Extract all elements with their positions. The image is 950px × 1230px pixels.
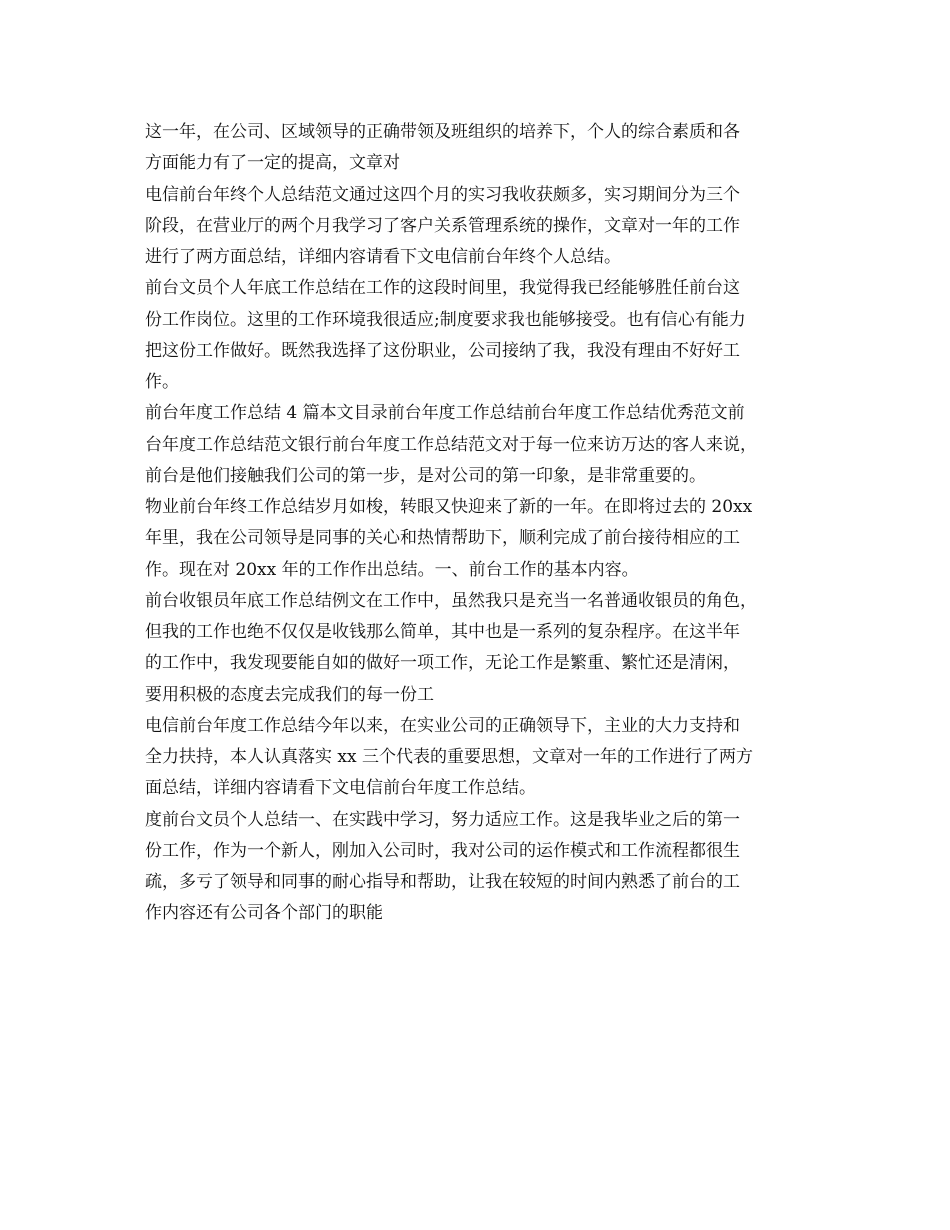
text-line: 台年度工作总结范文银行前台年度工作总结范文对于每一位来访万达的客人来说，: [145, 434, 757, 455]
text-line: 全力扶持，本人认真落实 xx 三个代表的重要思想，文章对一年的工作进行了两方: [145, 747, 753, 767]
paragraph-5: [145, 492, 810, 586]
text-line: 方面能力有了一定的提高，文章对: [145, 153, 400, 174]
text-line: 的工作中，我发现要能自如的做好一项工作，无论工作是繁重、繁忙还是清闲，: [145, 653, 740, 674]
paragraph-2: [145, 180, 810, 274]
paragraph-8: [145, 805, 810, 930]
text-line: 进行了两方面总结，详细内容请看下文电信前台年终个人总结。: [145, 247, 621, 267]
text-line: 度前台文员个人总结一、在实践中学习，努力适应工作。这是我毕业之后的第一: [145, 809, 740, 830]
paragraph-4: [145, 398, 810, 492]
text-line: 前台是他们接触我们公司的第一步，是对公司的第一印象，是非常重要的。: [145, 465, 706, 486]
text-line: 作内容还有公司各个部门的职能: [145, 903, 383, 924]
text-line: 作。: [145, 372, 179, 392]
text-line: 前台文员个人年底工作总结在工作的这段时间里，我觉得我已经能够胜任前台这: [145, 278, 740, 299]
paragraph-3: [145, 273, 810, 398]
text-line: 份工作，作为一个新人，刚加入公司时，我对公司的运作模式和工作流程都很生: [145, 840, 740, 861]
text-line: 份工作岗位。这里的工作环境我很适应;制度要求我也能够接受。也有信心有能力: [145, 309, 746, 330]
paragraph-1: [145, 117, 810, 180]
document-body: [145, 117, 810, 930]
text-line: 这一年，在公司、区域领导的正确带领及班组织的培养下，个人的综合素质和各: [145, 122, 740, 142]
text-line: 作。现在对 20xx 年的工作作出总结。一、前台工作的基本内容。: [145, 559, 639, 580]
text-line: 疏，多亏了领导和同事的耐心指导和帮助，让我在较短的时间内熟悉了前台的工: [145, 872, 740, 892]
text-line: 前台年度工作总结 4 篇本文目录前台年度工作总结前台年度工作总结优秀范文前: [145, 403, 745, 424]
paragraph-7: [145, 711, 810, 805]
text-line: 把这份工作做好。既然我选择了这份职业，公司接纳了我，我没有理由不好好工: [145, 340, 740, 361]
text-line: 年里，我在公司领导是同事的关心和热情帮助下，顺利完成了前台接待相应的工: [145, 528, 740, 549]
paragraph-6: [145, 586, 810, 711]
text-line: 前台收银员年底工作总结例文在工作中，虽然我只是充当一名普通收银员的角色，: [145, 590, 757, 611]
text-line: 阶段，在营业厅的两个月我学习了客户关系管理系统的操作，文章对一年的工作: [145, 215, 740, 236]
text-line: 电信前台年度工作总结今年以来，在实业公司的正确领导下，主业的大力支持和: [145, 715, 740, 736]
text-line: 但我的工作也绝不仅仅是收钱那么简单，其中也是一系列的复杂程序。在这半年: [145, 622, 740, 642]
text-line: 物业前台年终工作总结岁月如梭，转眼又快迎来了新的一年。在即将过去的 20xx: [145, 497, 753, 517]
text-line: 电信前台年终个人总结范文通过这四个月的实习我收获颇多，实习期间分为三个: [145, 184, 740, 205]
text-line: 面总结，详细内容请看下文电信前台年度工作总结。: [145, 778, 536, 799]
text-line: 要用积极的态度去完成我们的每一份工: [145, 684, 434, 705]
